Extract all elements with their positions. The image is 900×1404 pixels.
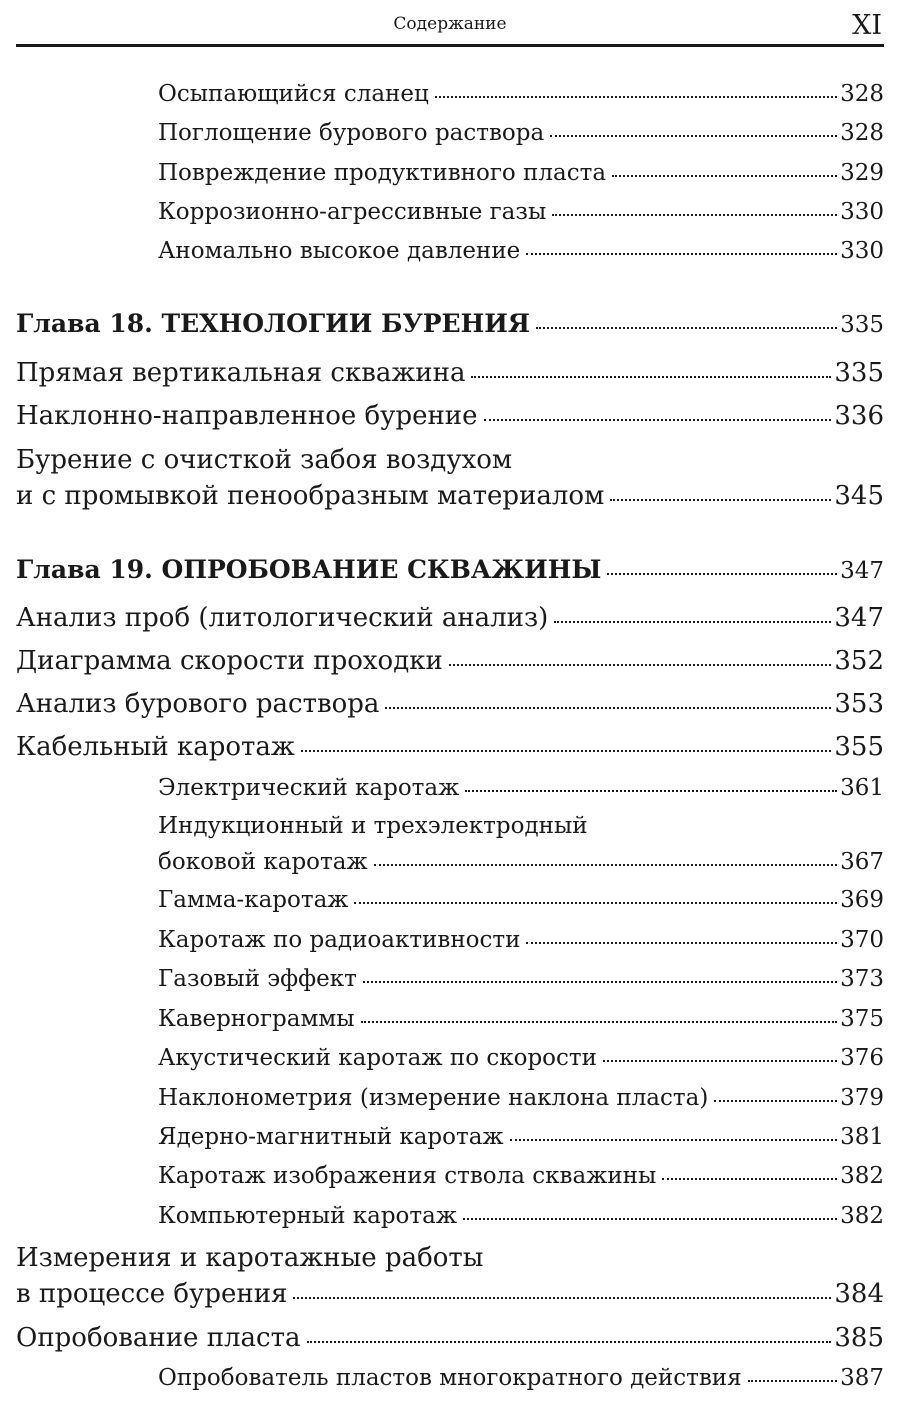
toc-entry (158, 115, 884, 151)
entry-page: 382 (840, 1163, 884, 1189)
entry-title: боковой каротаж (158, 849, 368, 875)
entry-title: Гамма-каротаж (158, 887, 349, 913)
dot-leader (662, 1178, 837, 1180)
entry-title-line1: Бурение с очисткой забоя воздухом (16, 445, 513, 475)
toc-entry (16, 398, 884, 434)
entry-page: 370 (840, 927, 884, 953)
dot-leader (526, 942, 837, 944)
dot-leader (471, 376, 831, 378)
toc-entry (16, 686, 884, 722)
dot-leader (607, 573, 837, 575)
entry-title: Коррозионно-агрессивные газы (158, 199, 547, 225)
entry-page: 328 (840, 120, 884, 146)
dot-leader (484, 419, 832, 421)
toc-entry (158, 1360, 884, 1396)
dot-leader (526, 253, 837, 255)
dot-leader (603, 1060, 837, 1062)
entry-page: 385 (834, 1323, 884, 1353)
entry-page: 335 (834, 358, 884, 388)
dot-leader (354, 902, 837, 904)
dot-leader (612, 175, 837, 177)
entry-page: 375 (840, 1006, 884, 1032)
entry-title: Ядерно-магнитный каротаж (158, 1124, 504, 1150)
toc-entry (16, 355, 884, 391)
toc-entry (158, 1001, 884, 1037)
toc-entry (158, 194, 884, 230)
entry-page: 336 (834, 401, 884, 431)
entry-page: 347 (840, 558, 884, 584)
dot-leader (361, 1021, 838, 1023)
chapter-title: Глава 18. ТЕХНОЛОГИИ БУРЕНИЯ (16, 309, 530, 338)
dot-leader (552, 214, 837, 216)
toc-entry (158, 770, 884, 806)
entry-page: 328 (840, 81, 884, 107)
entry-title: Осыпающийся сланец (158, 81, 429, 107)
entry-title: Аномально высокое давление (158, 238, 521, 264)
entry-title: Кавернограммы (158, 1006, 355, 1032)
toc-entry (16, 1320, 884, 1356)
entry-title: Акустический каротаж по скорости (158, 1045, 597, 1071)
entry-page: 329 (840, 160, 884, 186)
page-header (16, 6, 884, 47)
toc-entry (158, 882, 884, 918)
dot-leader (610, 499, 831, 501)
entry-title: Повреждение продуктивного пласта (158, 160, 607, 186)
chapter-heading (16, 306, 884, 343)
toc-entry (158, 1080, 884, 1116)
dot-leader (748, 1380, 837, 1382)
toc-entry (158, 1040, 884, 1076)
running-title: Содержание (393, 14, 507, 34)
entry-page: 376 (840, 1045, 884, 1071)
entry-title: Электрический каротаж (158, 775, 460, 801)
entry-title: Диаграмма скорости проходки (16, 646, 443, 676)
dot-leader (435, 96, 837, 98)
toc-entry (158, 76, 884, 112)
entry-title: Наклонно-направленное бурение (16, 401, 478, 431)
entry-page: 387 (840, 1365, 884, 1391)
entry-title: Каротаж изображения ствола скважины (158, 1163, 657, 1189)
dot-leader (363, 981, 837, 983)
toc-entry (158, 1158, 884, 1194)
dot-leader (463, 1218, 837, 1220)
toc-entry (158, 233, 884, 269)
entry-title: Кабельный каротаж (16, 732, 295, 762)
dot-leader (293, 1297, 831, 1299)
chapter-heading (16, 552, 884, 589)
entry-title: Анализ бурового раствора (16, 689, 380, 719)
toc-entry (16, 643, 884, 679)
entry-title: Опробователь пластов многократного действия (158, 1365, 742, 1391)
entry-page: 330 (840, 199, 884, 225)
dot-leader (510, 1139, 838, 1141)
dot-leader (385, 707, 831, 709)
toc-entry (16, 442, 884, 514)
entry-page: 373 (840, 966, 884, 992)
entry-title: Компьютерный каротаж (158, 1203, 457, 1229)
entry-page: 379 (840, 1085, 884, 1111)
entry-page: 335 (840, 312, 884, 338)
dot-leader (550, 135, 837, 137)
dot-leader (714, 1100, 837, 1102)
page-number: XI (852, 10, 882, 41)
entry-title: Прямая вертикальная скважина (16, 358, 466, 388)
toc-entry (158, 961, 884, 997)
entry-page: 367 (840, 849, 884, 875)
chapter-title: Глава 19. ОПРОБОВАНИЕ СКВАЖИНЫ (16, 555, 602, 584)
entry-title: Наклонометрия (измерение наклона пласта) (158, 1085, 709, 1111)
dot-leader (449, 664, 832, 666)
dot-leader (554, 621, 831, 623)
entry-page: 369 (840, 887, 884, 913)
toc-entry (158, 922, 884, 958)
entry-page: 353 (834, 689, 884, 719)
toc-entry (16, 600, 884, 636)
entry-title: Газовый эффект (158, 966, 357, 992)
entry-page: 361 (840, 775, 884, 801)
toc-entry (16, 1240, 884, 1312)
toc-entry (158, 1119, 884, 1155)
entry-title: Каротаж по радиоактивности (158, 927, 521, 953)
entry-page: 345 (834, 481, 884, 511)
entry-title: и с промывкой пенообразным материалом (16, 481, 605, 511)
entry-title-line1: Измерения и каротажные работы (16, 1243, 484, 1273)
entry-page: 330 (840, 238, 884, 264)
entry-page: 355 (834, 732, 884, 762)
toc-entry (158, 1198, 884, 1234)
dot-leader (307, 1341, 832, 1343)
entry-title-line1: Индукционный и трехэлектродный (158, 813, 588, 839)
entry-title: Анализ проб (литологический анализ) (16, 603, 549, 633)
entry-page: 347 (834, 603, 884, 633)
entry-page: 384 (834, 1279, 884, 1309)
dot-leader (536, 327, 837, 329)
dot-leader (465, 790, 837, 792)
entry-page: 352 (834, 646, 884, 676)
dot-leader (301, 750, 832, 752)
entry-title: Поглощение бурового раствора (158, 120, 545, 146)
toc-entry (16, 729, 884, 765)
entry-page: 382 (840, 1203, 884, 1229)
entry-title: в процессе бурения (16, 1279, 288, 1309)
toc-entry (158, 808, 884, 880)
dot-leader (374, 864, 837, 866)
entry-page: 381 (840, 1124, 884, 1150)
toc-entry (158, 155, 884, 191)
entry-title: Опробование пласта (16, 1323, 301, 1353)
